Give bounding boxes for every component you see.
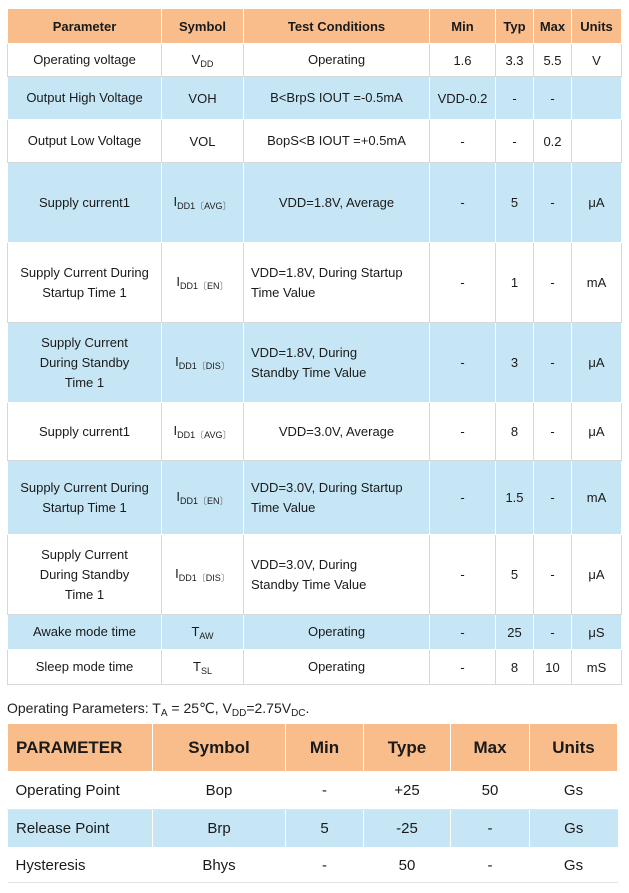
- cell-units: μA: [572, 403, 622, 461]
- cell-max: -: [534, 77, 572, 120]
- cell-parameter: Supply current1: [8, 403, 162, 461]
- header-test-conditions: Test Conditions: [244, 9, 430, 44]
- electrical-characteristics-table: [7, 8, 622, 685]
- table-row: [8, 772, 618, 810]
- cell-test-conditions: VDD=1.8V, Average: [244, 163, 430, 243]
- cell-parameter: Hysteresis: [8, 848, 153, 883]
- cell-test-conditions: VDD=1.8V, During Startup Time Value: [244, 243, 430, 323]
- cell-units: Gs: [530, 848, 618, 883]
- cell-test-conditions: VDD=3.0V, During Startup Time Value: [244, 461, 430, 535]
- cell-min: -: [430, 120, 496, 163]
- cell-typ: 5: [496, 163, 534, 243]
- cell-parameter: Awake mode time: [8, 615, 162, 650]
- cell-min: VDD-0.2: [430, 77, 496, 120]
- cell-max: -: [534, 243, 572, 323]
- cell-units: μS: [572, 615, 622, 650]
- cell-units: μA: [572, 535, 622, 615]
- cell-min: -: [430, 323, 496, 403]
- cell-type: +25: [364, 772, 451, 810]
- cell-min: 5: [286, 810, 364, 848]
- cell-typ: 1.5: [496, 461, 534, 535]
- cell-parameter: Supply Current During Startup Time 1: [8, 461, 162, 535]
- cell-symbol: $I_{DD1〔DIS〕}$: [162, 535, 244, 615]
- cell-symbol: $I_{DD1〔EN〕}$: [162, 243, 244, 323]
- cell-min: -: [286, 772, 364, 810]
- cell-parameter: Supply current1: [8, 163, 162, 243]
- header-parameter: PARAMETER: [8, 724, 153, 772]
- table-header-row: [8, 724, 618, 772]
- cell-typ: 5: [496, 535, 534, 615]
- cell-symbol: $T_{AW}$: [162, 615, 244, 650]
- cell-min: -: [430, 461, 496, 535]
- cell-min: -: [430, 535, 496, 615]
- header-typ: Typ: [496, 9, 534, 44]
- cell-min: -: [286, 848, 364, 883]
- cell-parameter: Operating Point: [8, 772, 153, 810]
- cell-test-conditions: VDD=1.8V, During Standby Time Value: [244, 323, 430, 403]
- cell-units: [572, 77, 622, 120]
- cell-max: -: [534, 323, 572, 403]
- cell-min: -: [430, 650, 496, 685]
- cell-test-conditions: Operating: [244, 615, 430, 650]
- operating-parameters-caption: Operating Parameters: $T_A$ = 25℃, $V_{DD}=2.75V_{DC}$.: [7, 700, 310, 719]
- cell-parameter: Release Point: [8, 810, 153, 848]
- table-row: [8, 120, 622, 163]
- cell-units: μA: [572, 323, 622, 403]
- cell-max: 10: [534, 650, 572, 685]
- cell-parameter: Operating voltage: [8, 44, 162, 77]
- cell-test-conditions: VDD=3.0V, During Standby Time Value: [244, 535, 430, 615]
- cell-typ: 8: [496, 650, 534, 685]
- table-row: [8, 810, 618, 848]
- cell-parameter: Supply Current During Standby Time 1: [8, 323, 162, 403]
- header-parameter: Parameter: [8, 9, 162, 44]
- cell-max: 0.2: [534, 120, 572, 163]
- table-row: [8, 403, 622, 461]
- header-units: Units: [530, 724, 618, 772]
- cell-symbol: $T_{SL}$: [162, 650, 244, 685]
- cell-units: [572, 120, 622, 163]
- magnetic-characteristics-table: [7, 723, 618, 883]
- cell-test-conditions: VDD=3.0V, Average: [244, 403, 430, 461]
- cell-symbol: VOH: [162, 77, 244, 120]
- header-min: Min: [430, 9, 496, 44]
- header-type: Type: [364, 724, 451, 772]
- table-header-row: [8, 9, 622, 44]
- cell-parameter: Sleep mode time: [8, 650, 162, 685]
- table-row: [8, 323, 622, 403]
- cell-symbol: $V_{DD}$: [162, 44, 244, 77]
- cell-type: -25: [364, 810, 451, 848]
- header-units: Units: [572, 9, 622, 44]
- cell-test-conditions: Operating: [244, 44, 430, 77]
- header-symbol: Symbol: [162, 9, 244, 44]
- cell-symbol: $I_{DD1〔DIS〕}$: [162, 323, 244, 403]
- cell-units: Gs: [530, 810, 618, 848]
- cell-units: mA: [572, 461, 622, 535]
- cell-symbol: VOL: [162, 120, 244, 163]
- cell-symbol: Brp: [153, 810, 286, 848]
- cell-typ: 8: [496, 403, 534, 461]
- cell-symbol: $I_{DD1〔AVG〕}$: [162, 403, 244, 461]
- header-max: Max: [534, 9, 572, 44]
- header-max: Max: [451, 724, 530, 772]
- table-row: [8, 535, 622, 615]
- header-min: Min: [286, 724, 364, 772]
- cell-test-conditions: B<BrpS IOUT =-0.5mA: [244, 77, 430, 120]
- cell-typ: 3.3: [496, 44, 534, 77]
- cell-max: -: [534, 163, 572, 243]
- cell-max: -: [534, 535, 572, 615]
- cell-min: 1.6: [430, 44, 496, 77]
- table-row: [8, 243, 622, 323]
- cell-parameter: Output Low Voltage: [8, 120, 162, 163]
- table-row: [8, 615, 622, 650]
- cell-units: mA: [572, 243, 622, 323]
- cell-symbol: $I_{DD1〔AVG〕}$: [162, 163, 244, 243]
- cell-units: μA: [572, 163, 622, 243]
- cell-min: -: [430, 403, 496, 461]
- cell-test-conditions: BopS<B IOUT =+0.5mA: [244, 120, 430, 163]
- table-row: [8, 163, 622, 243]
- cell-typ: 25: [496, 615, 534, 650]
- cell-units: mS: [572, 650, 622, 685]
- cell-min: -: [430, 615, 496, 650]
- cell-max: -: [451, 848, 530, 883]
- cell-symbol: Bhys: [153, 848, 286, 883]
- cell-symbol: Bop: [153, 772, 286, 810]
- cell-units: Gs: [530, 772, 618, 810]
- table-row: [8, 461, 622, 535]
- cell-min: -: [430, 163, 496, 243]
- cell-min: -: [430, 243, 496, 323]
- cell-parameter: Supply Current During Startup Time 1: [8, 243, 162, 323]
- cell-typ: -: [496, 77, 534, 120]
- cell-max: -: [534, 615, 572, 650]
- cell-units: V: [572, 44, 622, 77]
- cell-typ: 3: [496, 323, 534, 403]
- cell-typ: -: [496, 120, 534, 163]
- cell-max: 50: [451, 772, 530, 810]
- cell-typ: 1: [496, 243, 534, 323]
- cell-max: -: [451, 810, 530, 848]
- cell-max: 5.5: [534, 44, 572, 77]
- cell-max: -: [534, 461, 572, 535]
- table-row: [8, 44, 622, 77]
- table-row: [8, 848, 618, 883]
- cell-test-conditions: Operating: [244, 650, 430, 685]
- cell-type: 50: [364, 848, 451, 883]
- cell-max: -: [534, 403, 572, 461]
- table-row: [8, 77, 622, 120]
- table-row: [8, 650, 622, 685]
- header-symbol: Symbol: [153, 724, 286, 772]
- cell-parameter: Supply Current During Standby Time 1: [8, 535, 162, 615]
- cell-symbol: $I_{DD1〔EN〕}$: [162, 461, 244, 535]
- cell-parameter: Output High Voltage: [8, 77, 162, 120]
